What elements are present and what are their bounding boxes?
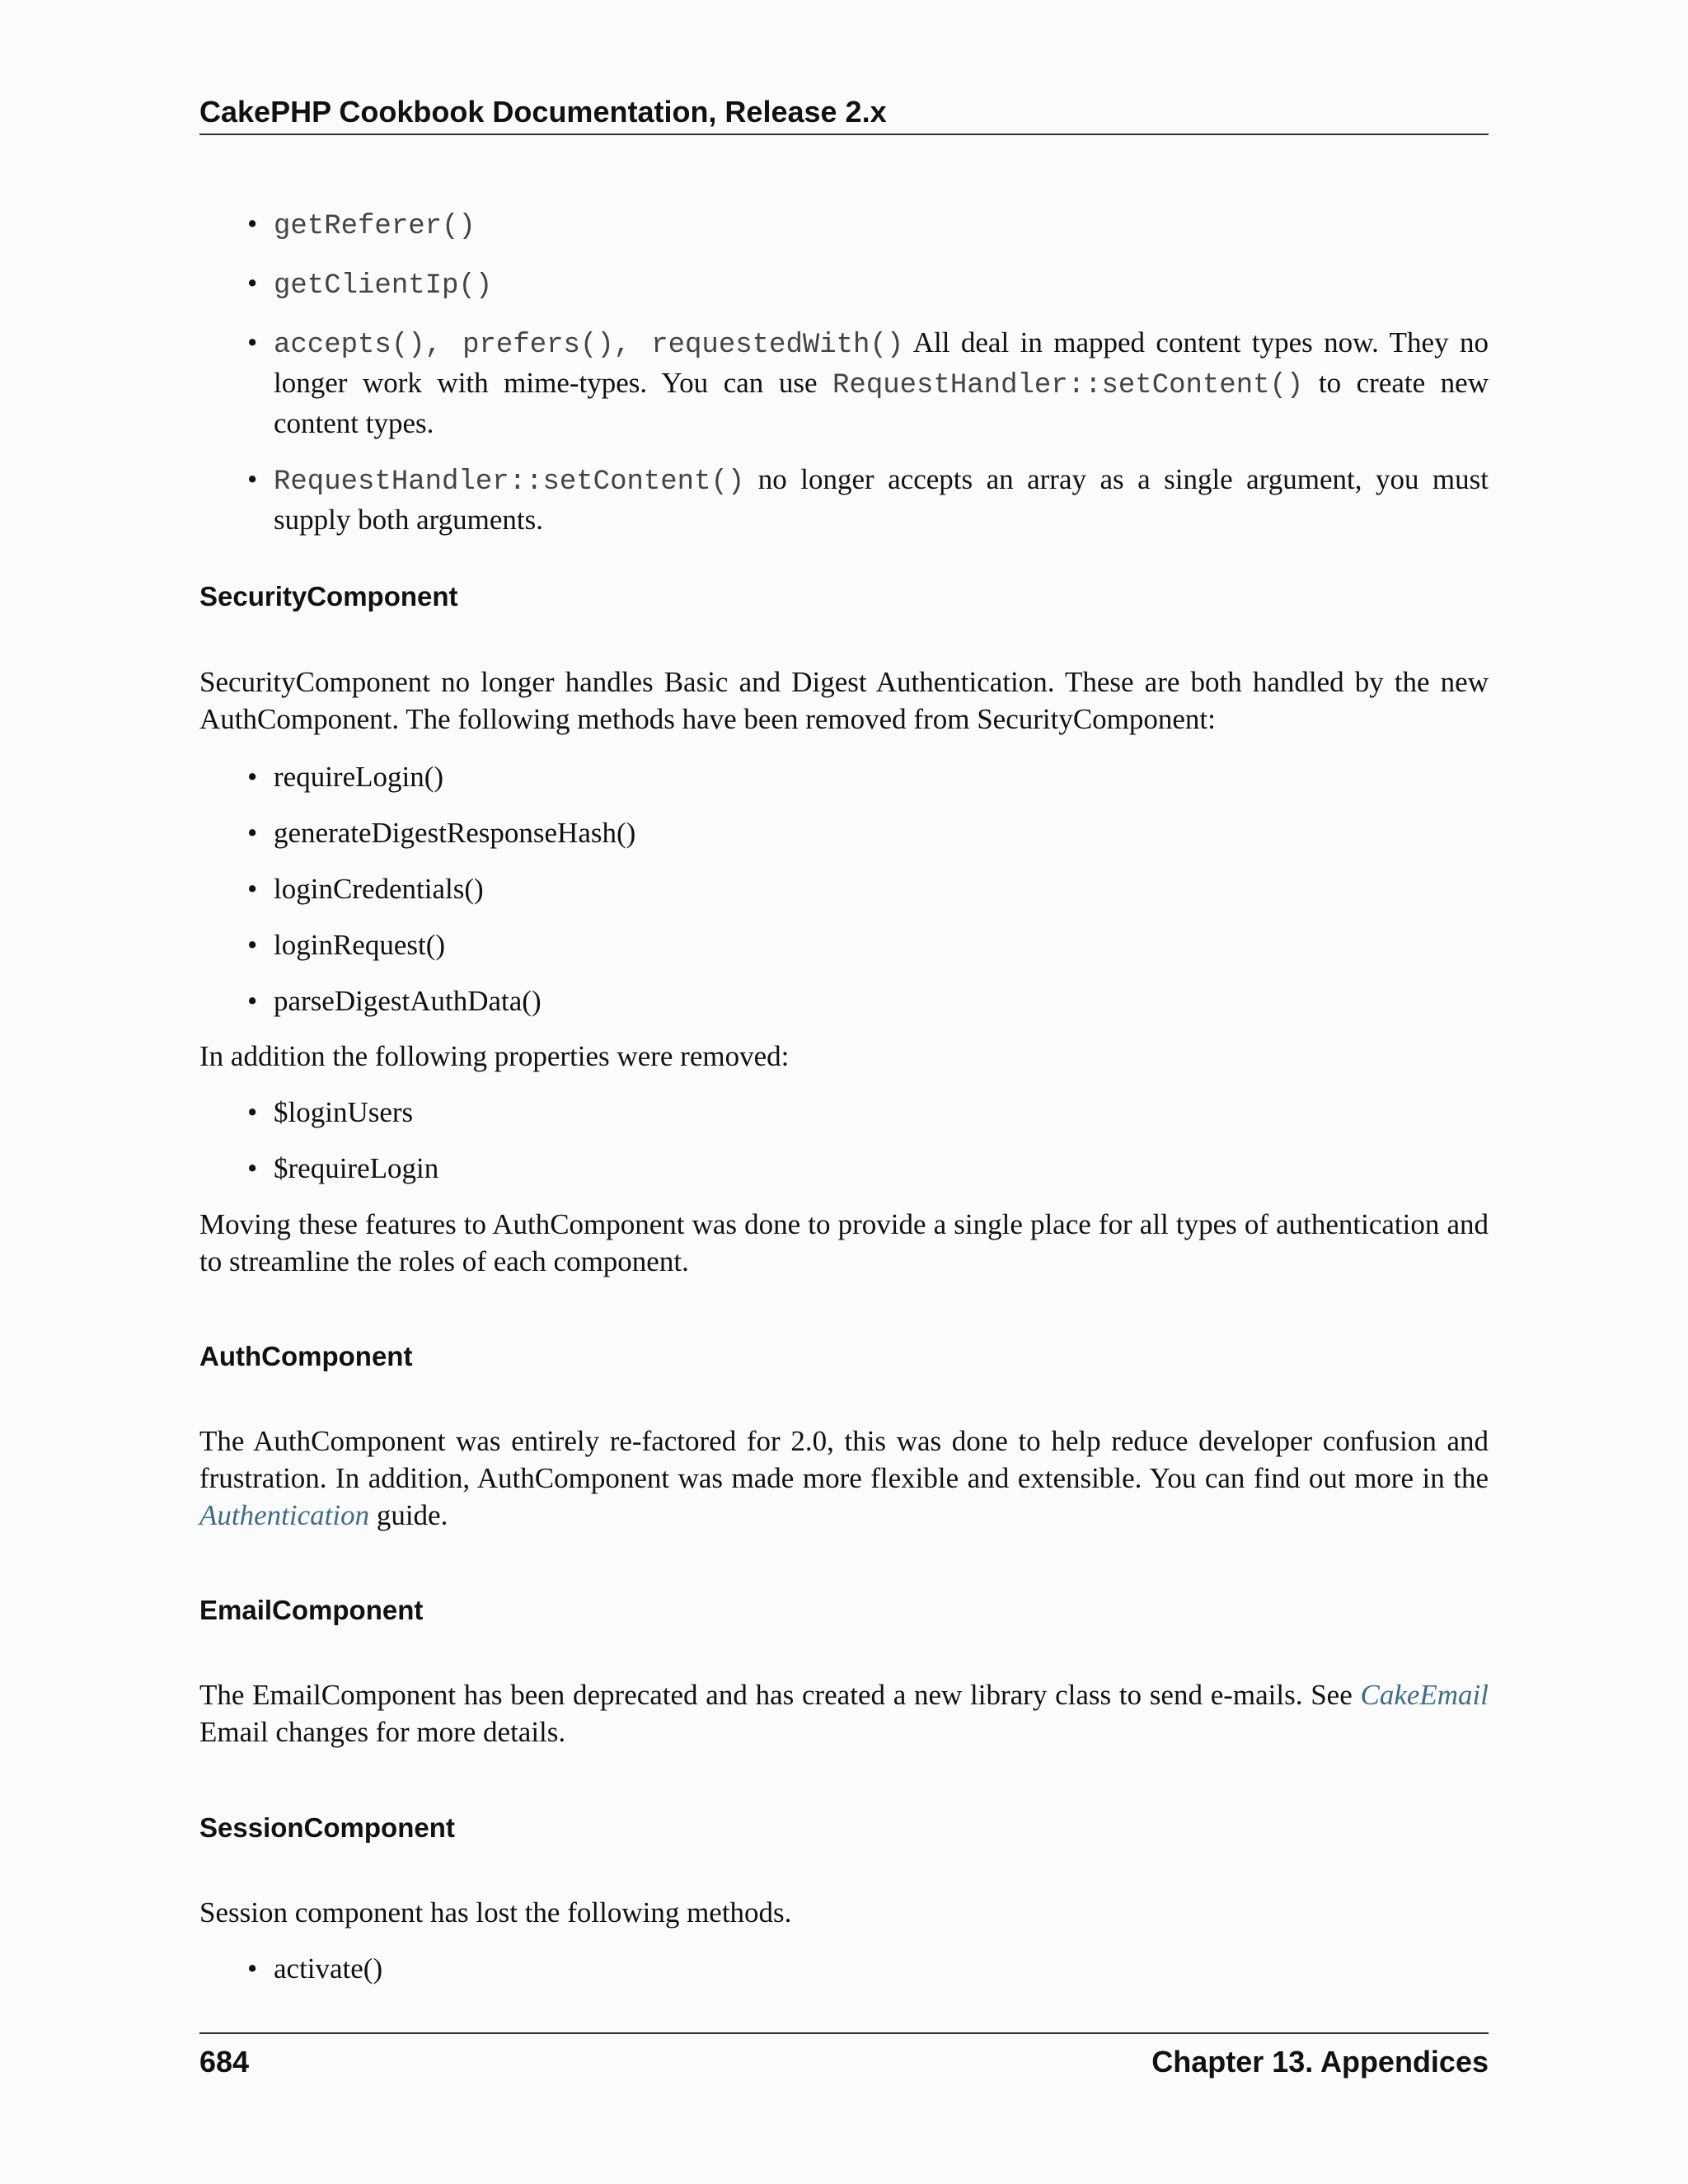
cakeemail-link[interactable]: CakeEmail <box>1360 1679 1489 1711</box>
code-set-content: RequestHandler::setContent() <box>274 466 745 498</box>
code-requested-with: requestedWith() <box>651 330 904 361</box>
session-intro-paragraph: Session component has lost the following methods. <box>199 1896 792 1929</box>
session-removed-methods-list <box>199 1950 1489 1987</box>
security-removed-properties-list <box>199 1094 1489 1187</box>
email-component-heading: EmailComponent <box>199 1595 424 1625</box>
list-item: • accepts(), prefers(), requestedWith() All deal in mapped content types now. They no longer work with mime-types. You can use RequestHandler::setContent() to create new content types. <box>199 324 1489 442</box>
running-header: CakePHP Cookbook Documentation, Release 2.x <box>199 91 1489 135</box>
email-paragraph: The EmailComponent has been deprecated and has created a new library class to send e-mails. See CakeEmail Email changes for more details. <box>199 1679 1489 1748</box>
list-item: • generateDigestResponseHash() <box>199 814 1489 851</box>
list-item: • getClientIp() <box>199 265 1489 305</box>
list-item: • activate() <box>199 1950 1489 1987</box>
auth-paragraph: The AuthComponent was entirely re-factored for 2.0, this was done to help reduce developer confusion and frustration. In addition, AuthComponent was made more flexible and extensible. You can find out more in the Authentication guide. <box>199 1425 1489 1531</box>
list-item: • RequestHandler::setContent() no longer accepts an array as a single argument, you must supply both arguments. <box>199 461 1489 538</box>
security-closing-paragraph: Moving these features to AuthComponent was done to provide a single place for all types of authentication and to streamline the roles of each component. <box>199 1208 1489 1277</box>
list-item: • requireLogin() <box>199 758 1489 795</box>
list-item: • $loginUsers <box>199 1094 1489 1131</box>
security-properties-intro: In addition the following properties were removed: <box>199 1040 790 1072</box>
footer-rule <box>199 2032 1489 2034</box>
list-item: • loginCredentials() <box>199 870 1489 907</box>
chapter-title: Chapter 13. Appendices <box>1151 2045 1489 2079</box>
list-item: • getReferer() <box>199 205 1489 246</box>
authentication-link[interactable]: Authentication <box>199 1499 370 1531</box>
security-intro-paragraph: SecurityComponent no longer handles Basic and Digest Authentication. These are both handled by the new AuthComponent. The following methods have been removed from SecurityComponent: <box>199 666 1489 735</box>
security-component-heading: SecurityComponent <box>199 581 458 612</box>
list-item: • parseDigestAuthData() <box>199 982 1489 1019</box>
request-handler-changes-list <box>199 205 1489 538</box>
session-component-heading: SessionComponent <box>199 1812 455 1843</box>
list-item: • loginRequest() <box>199 926 1489 963</box>
auth-component-heading: AuthComponent <box>199 1341 413 1371</box>
page-number: 684 <box>199 2045 250 2079</box>
document-page <box>199 0 1489 2184</box>
code-set-content: RequestHandler::setContent() <box>832 370 1304 401</box>
code-accepts: accepts() <box>274 330 425 361</box>
code-prefers: prefers() <box>462 330 614 361</box>
list-item: • $requireLogin <box>199 1150 1489 1187</box>
security-removed-methods-list <box>199 758 1489 1019</box>
